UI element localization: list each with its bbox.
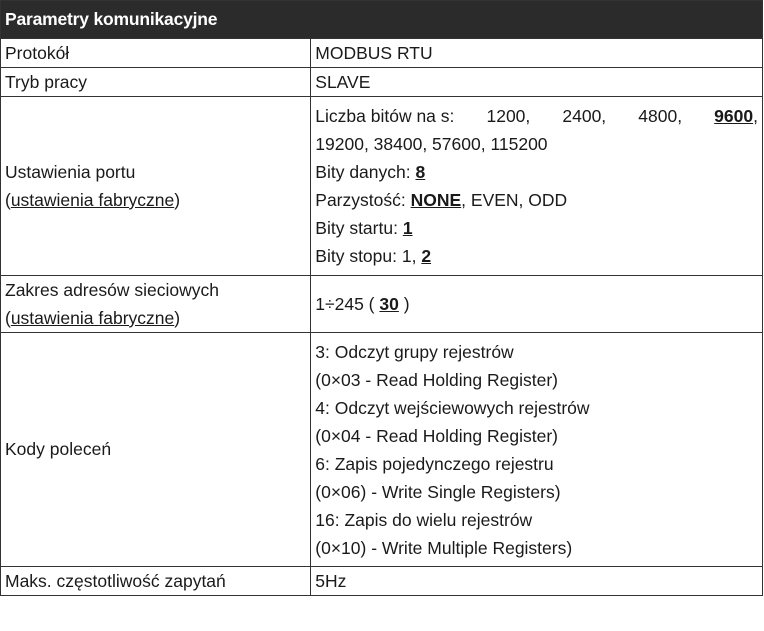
parity-label: Parzystość: — [315, 190, 406, 210]
baud-rate-comma: , — [753, 106, 758, 126]
data-bits-label: Bity danych: — [315, 162, 411, 182]
port-label-note: (ustawienia fabryczne) — [5, 190, 181, 210]
command-code-line: (0×10) - Write Multiple Registers) — [315, 537, 573, 558]
protocol-value: MODBUS RTU — [311, 39, 763, 68]
port-label: Ustawienia portu — [5, 162, 136, 182]
baud-rate-option: 2400, — [562, 106, 607, 126]
start-bits-default: 1 — [402, 218, 413, 238]
command-code-line: (0×03 - Read Holding Register) — [315, 369, 558, 390]
data-bits-default: 8 — [415, 162, 426, 182]
table-row-command-codes — [1, 333, 763, 567]
table-row-mode — [1, 68, 763, 97]
address-label-cell — [1, 276, 311, 333]
parity-line — [315, 186, 758, 214]
command-code-line: (0×06) - Write Single Registers) — [315, 481, 561, 502]
parity-default: NONE — [410, 190, 462, 210]
mode-label: Tryb pracy — [1, 68, 311, 97]
address-label-note: (ustawienia fabryczne) — [5, 308, 181, 328]
stop-bits-default: 2 — [421, 246, 432, 266]
start-bits-label: Bity startu: — [315, 218, 398, 238]
baud-rate-line-2: 19200, 38400, 57600, 115200 — [315, 134, 548, 154]
baud-rate-option: 4800, — [638, 106, 683, 126]
factory-settings-note: ustawienia fabryczne — [10, 308, 175, 328]
frequency-label: Maks. częstotliwość zapytań — [1, 567, 311, 596]
baud-rate-line — [315, 102, 758, 130]
table-row-max-frequency — [1, 567, 763, 596]
baud-rate-label: Liczba bitów na s: — [315, 106, 455, 126]
table-row-protocol — [1, 39, 763, 68]
address-default: 30 — [379, 293, 399, 314]
port-value-cell — [311, 97, 763, 276]
command-code-line: (0×04 - Read Holding Register) — [315, 425, 558, 446]
address-range: 1÷245 ( — [315, 293, 375, 314]
mode-value: SLAVE — [311, 68, 763, 97]
baud-rate-option: 1200, — [486, 106, 531, 126]
table-row-port-settings — [1, 97, 763, 276]
address-value-cell — [311, 276, 763, 333]
address-label: Zakres adresów sieciowych — [5, 280, 219, 300]
command-code-line: 3: Odczyt grupy rejestrów — [315, 341, 514, 362]
address-close: ) — [403, 293, 410, 314]
table-row-address-range — [1, 276, 763, 333]
factory-settings-note: ustawienia fabryczne — [10, 190, 175, 210]
baud-rate-default-group — [714, 102, 758, 130]
protocol-label: Protokół — [1, 39, 311, 68]
command-code-line: 4: Odczyt wejściewowych rejestrów — [315, 397, 590, 418]
command-code-line: 6: Zapis pojedynczego rejestru — [315, 453, 554, 474]
baud-rate-default: 9600 — [714, 106, 754, 126]
stop-bits-line — [315, 242, 758, 270]
stop-bits-label: Bity stopu: 1, — [315, 246, 417, 266]
port-label-cell — [1, 97, 311, 276]
frequency-value: 5Hz — [311, 567, 763, 596]
parity-others: , EVEN, ODD — [461, 190, 568, 210]
command-code-line: 16: Zapis do wielu rejestrów — [315, 509, 533, 530]
codes-label: Kody poleceń — [1, 333, 311, 567]
start-bits-line — [315, 214, 758, 242]
codes-value-cell — [311, 333, 763, 567]
data-bits-line — [315, 158, 758, 186]
table-title: Parametry komunikacyjne — [1, 1, 763, 39]
table-header-row — [1, 1, 763, 39]
